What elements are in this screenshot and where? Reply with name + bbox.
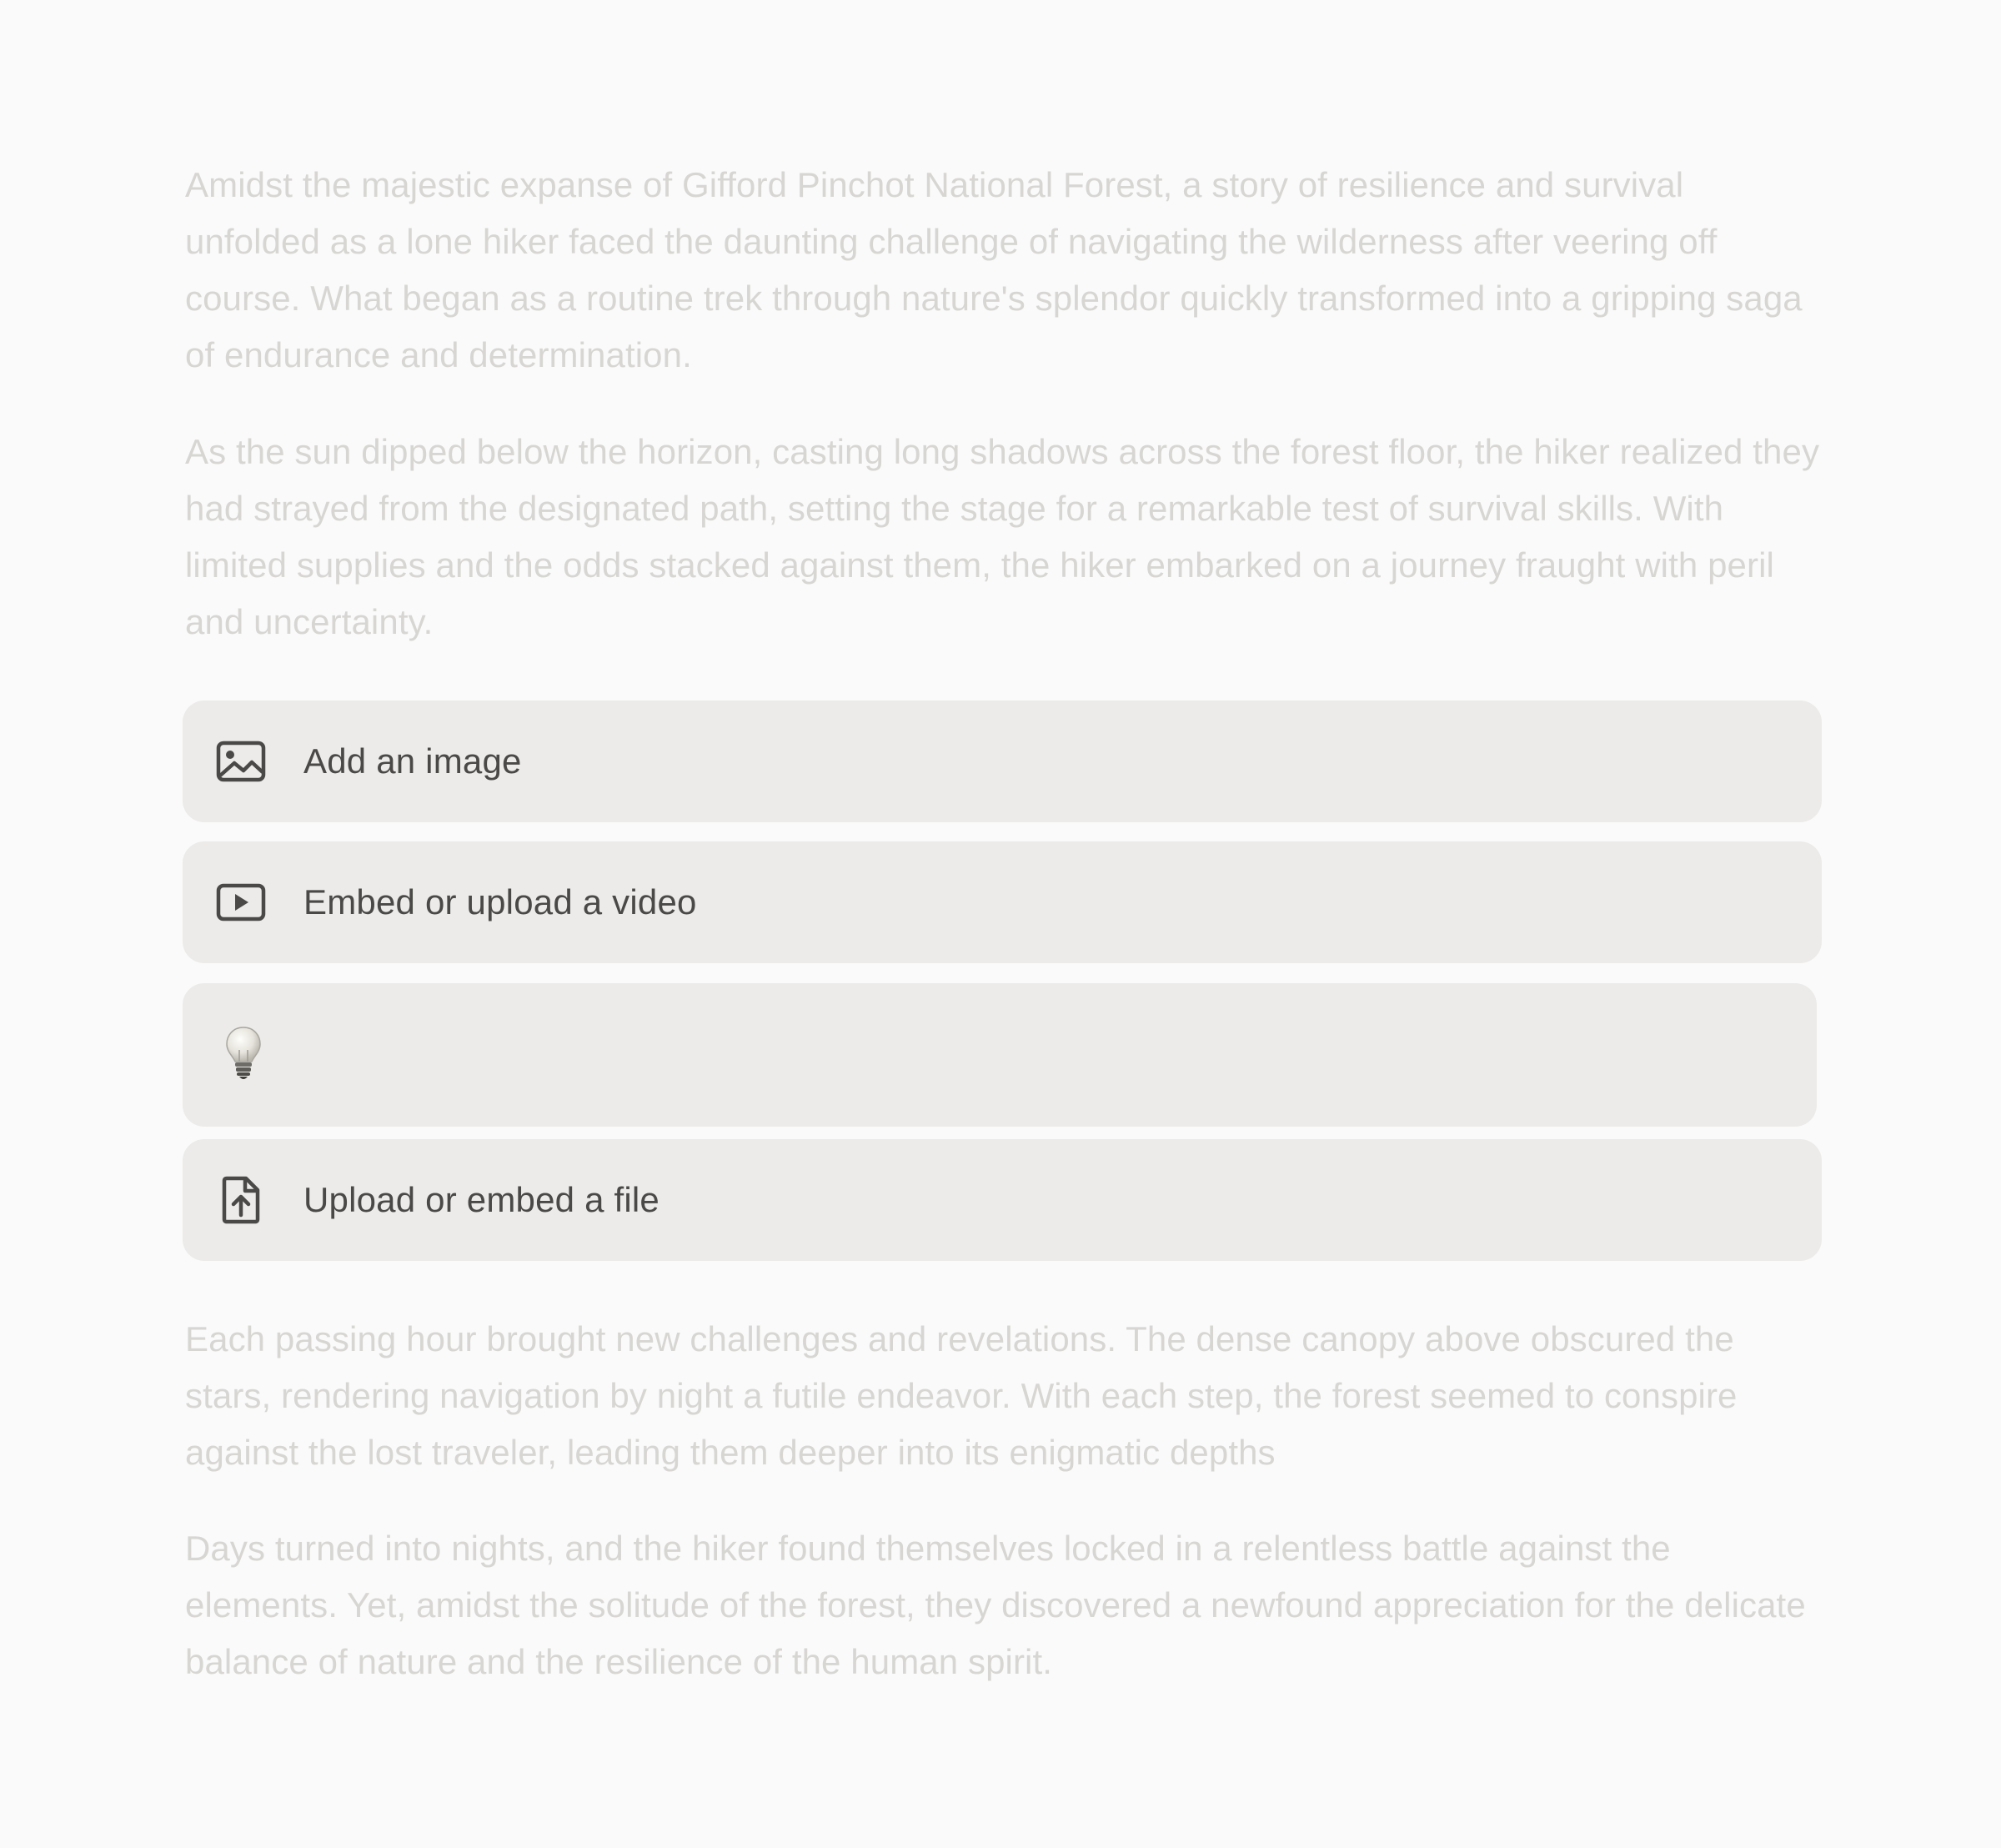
paragraph-2[interactable]: As the sun dipped below the horizon, casting long shadows across the forest floor, the hiker realized they had strayed from the designated path, setting the stage for a remarkable test of survival skills. With limited supplies and the odds stacked against them, the hiker embarked on a journey fraught with peril and uncertainty. <box>185 432 1820 641</box>
add-image-block[interactable] <box>183 701 1822 822</box>
callout-block[interactable] <box>183 983 1817 1127</box>
image-icon <box>216 736 266 786</box>
upload-file-label: Upload or embed a file <box>303 1180 659 1219</box>
embed-video-label: Embed or upload a video <box>303 882 697 921</box>
video-icon <box>216 877 266 927</box>
lightbulb-icon <box>223 1025 264 1083</box>
paragraph-1[interactable]: Amidst the majestic expanse of Gifford Pinchot National Forest, a story of resilience and survival unfolded as a lone hiker faced the daunting challenge of navigating the wilderness after veering off course. What began as a routine trek through nature's splendor quickly transformed into a gripping saga of endurance and determination. <box>185 165 1803 374</box>
upload-file-block[interactable] <box>183 1139 1822 1261</box>
add-image-label: Add an image <box>303 741 522 781</box>
file-upload-icon <box>216 1175 266 1225</box>
paragraph-3[interactable]: Each passing hour brought new challenges and revelations. The dense canopy above obscured the stars, rendering navigation by night a futile endeavor. With each step, the forest seemed to conspire against the lost traveler, leading them deeper into its enigmatic depths <box>185 1319 1738 1472</box>
embed-video-block[interactable] <box>183 841 1822 963</box>
paragraph-4[interactable]: Days turned into nights, and the hiker found themselves locked in a relentless battle against the elements. Yet, amidst the solitude of the forest, they discovered a newfound appreciation for the delicate balance of nature and the resilience of the human spirit. <box>185 1529 1806 1681</box>
